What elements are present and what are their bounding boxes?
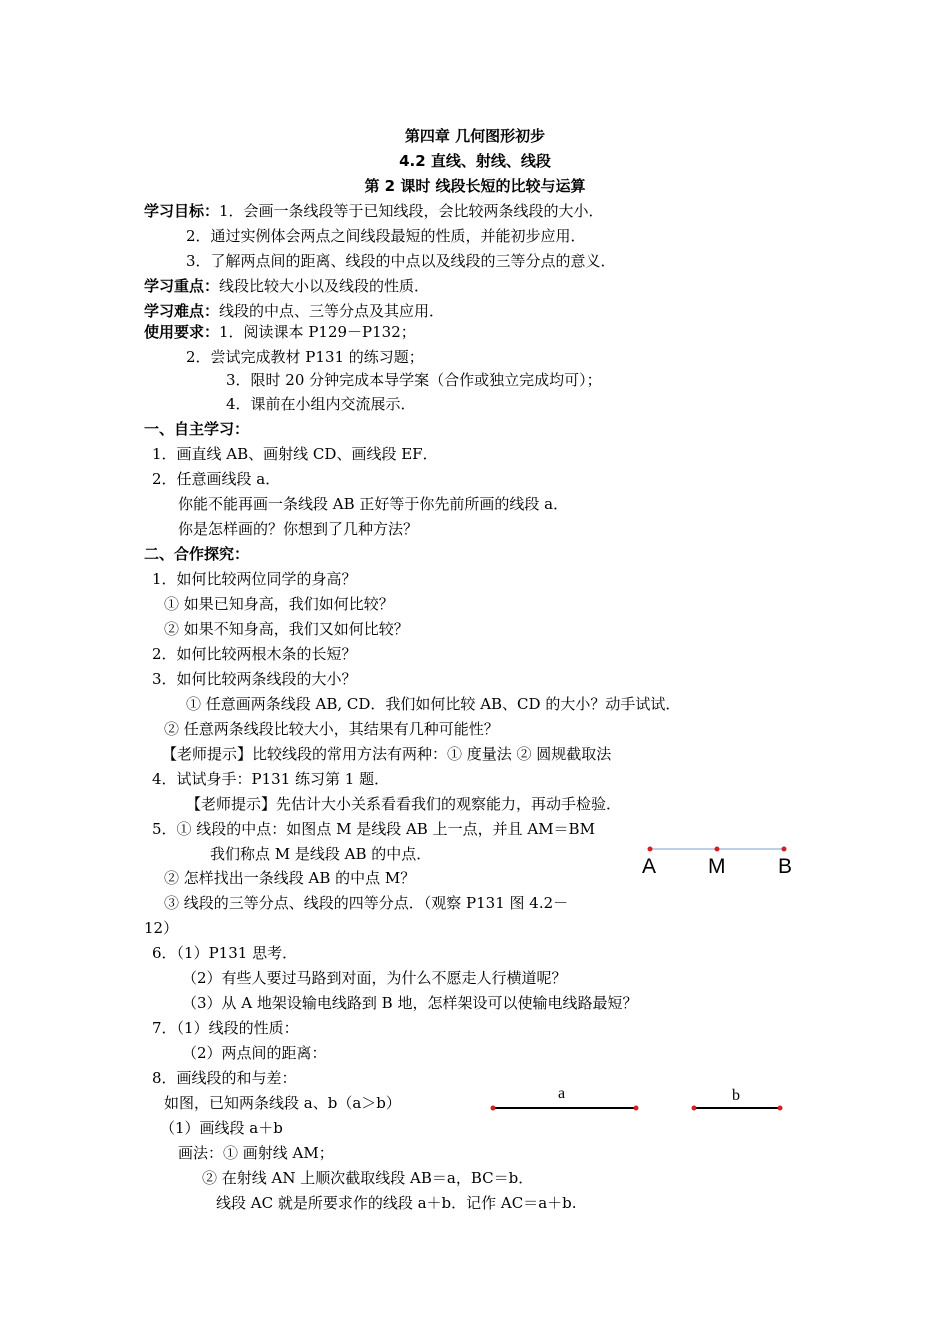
label-segment-b: b xyxy=(732,1087,740,1104)
part2-heading: 二、合作探究： xyxy=(144,545,250,563)
segment-a-start xyxy=(491,1106,496,1111)
part2-line-3: ② 如果不知身高，我们又如何比较？ xyxy=(164,620,409,638)
part2-line-16: 6．（1）P131 思考． xyxy=(152,944,298,962)
point-m xyxy=(715,847,720,852)
part2-line-21: 8．画线段的和与差： xyxy=(152,1069,297,1087)
goal-item-1: 1．会画一条线段等于已知线段，会比较两条线段的大小． xyxy=(219,202,604,220)
usage-item-3: 3．限时 20 分钟完成本导学案（合作或独立完成均可）； xyxy=(226,371,602,389)
part2-line-20: （2）两点间的距离： xyxy=(182,1044,327,1062)
part1-line-4: 你是怎样画的？你想到了几种方法？ xyxy=(178,520,419,538)
chapter-title: 第四章 几何图形初步 xyxy=(404,127,546,145)
usage-label: 使用要求： xyxy=(144,323,220,341)
part2-line-26: 线段 AC 就是所要求作的线段 a＋b．记作 AC＝a＋b. xyxy=(216,1194,577,1212)
part2-line-4: 2．如何比较两根木条的长短？ xyxy=(152,645,357,663)
part2-line-1: 1．如何比较两位同学的身高？ xyxy=(152,570,357,588)
part2-line-13: ② 怎样找出一条线段 AB 的中点 M？ xyxy=(164,869,416,887)
part2-line-23: （1）画线段 a＋b xyxy=(160,1119,283,1137)
part1-line-3: 你能不能再画一条线段 AB 正好等于你先前所画的线段 a． xyxy=(178,495,569,513)
segment-b-start xyxy=(692,1106,697,1111)
goal-item-3: 3．了解两点间的距离、线段的中点以及线段的三等分点的意义． xyxy=(186,252,616,270)
segment-a-end xyxy=(634,1106,639,1111)
part1-line-2: 2．任意画线段 a． xyxy=(152,470,281,488)
part2-line-18: （3）从 A 地架设输电线路到 B 地，怎样架设可以使输电线路最短？ xyxy=(182,994,638,1012)
usage-item-4: 4．课前在小组内交流展示． xyxy=(226,395,416,413)
part2-line-7: ② 任意两条线段比较大小，其结果有几种可能性？ xyxy=(164,720,499,738)
part2-line-9: 4．试试身手：P131 练习第 1 题． xyxy=(152,770,390,788)
segment-b-end xyxy=(778,1106,783,1111)
usage-item-2: 2．尝试完成教材 P131 的练习题； xyxy=(186,348,424,366)
difficulty-label: 学习难点： xyxy=(144,302,220,320)
label-segment-a: a xyxy=(558,1085,566,1102)
part2-line-14: ③ 线段的三等分点、线段的四等分点．（观察 P131 图 4.2－ xyxy=(164,894,569,912)
focus-text: 线段比较大小以及线段的性质． xyxy=(219,277,430,295)
point-a xyxy=(648,847,653,852)
part2-line-22: 如图，已知两条线段 a、b（a＞b） xyxy=(164,1094,401,1112)
part2-line-11: 5．① 线段的中点：如图点 M 是线段 AB 上一点，并且 AM＝BM xyxy=(152,820,595,838)
focus-label: 学习重点： xyxy=(144,277,220,295)
part2-line-5: 3．如何比较两条线段的大小？ xyxy=(152,670,357,688)
teacher-tip-1: 【老师提示】比较线段的常用方法有两种：① 度量法 ② 圆规截取法 xyxy=(162,745,612,763)
label-m: M xyxy=(708,855,726,878)
part2-line-25: ② 在射线 AN 上顺次截取线段 AB＝a，BC＝b． xyxy=(202,1169,534,1187)
part2-line-24: 画法：① 画射线 AM； xyxy=(178,1144,334,1162)
label-a: A xyxy=(642,855,657,878)
goals-label: 学习目标： xyxy=(144,202,220,220)
part1-heading: 一、自主学习： xyxy=(144,420,250,438)
part2-line-12: 我们称点 M 是线段 AB 的中点． xyxy=(210,845,432,863)
section-title: 4.2 直线、射线、线段 xyxy=(399,152,551,170)
part2-line-17: （2）有些人要过马路到对面，为什么不愿走人行横道呢？ xyxy=(182,969,567,987)
lesson-title: 第 2 课时 线段长短的比较与运算 xyxy=(364,177,586,195)
difficulty-text: 线段的中点、三等分点及其应用． xyxy=(219,302,445,320)
point-b xyxy=(782,847,787,852)
teacher-tip-2: 【老师提示】先估计大小关系看看我们的观察能力，再动手检验． xyxy=(186,795,622,813)
part2-line-19: 7．（1）线段的性质： xyxy=(152,1019,299,1037)
usage-item-1: 1．阅读课本 P129－P132； xyxy=(219,323,416,341)
part2-line-2: ① 如果已知身高，我们如何比较？ xyxy=(164,595,394,613)
label-b: B xyxy=(778,855,793,878)
part1-line-1: 1．画直线 AB、画射线 CD、画线段 EF． xyxy=(152,445,438,463)
part2-line-6: ① 任意画两条线段 AB, CD．我们如何比较 AB、CD 的大小？动手试试． xyxy=(186,695,681,713)
part2-line-15: 12） xyxy=(144,919,179,937)
goal-item-2: 2．通过实例体会两点之间线段最短的性质，并能初步应用． xyxy=(186,227,586,245)
